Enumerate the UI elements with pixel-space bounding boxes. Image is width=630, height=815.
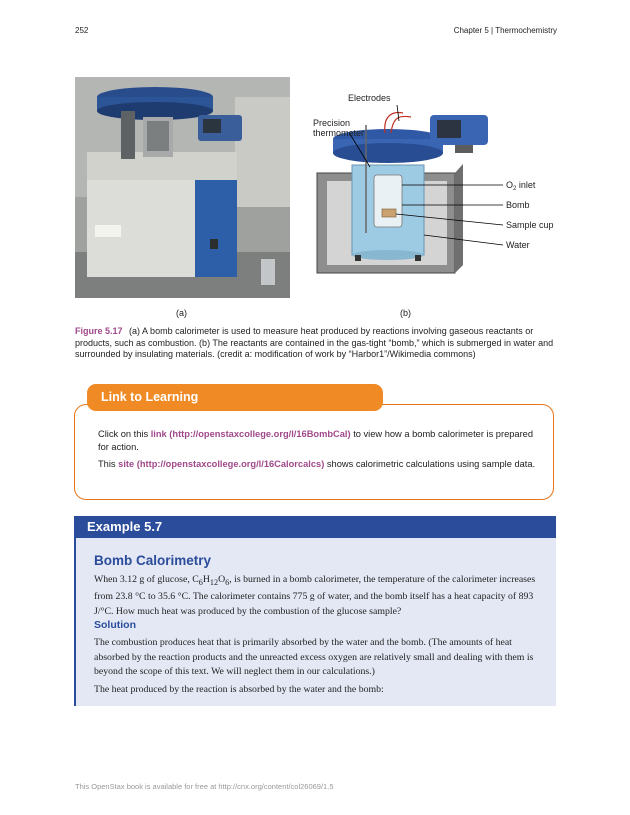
o2-main: O bbox=[506, 180, 514, 190]
subscript-6b: 6 bbox=[225, 577, 230, 587]
p1-before: Click on this bbox=[98, 429, 151, 439]
page-number: 252 bbox=[75, 26, 89, 35]
subscript-6: 6 bbox=[198, 577, 203, 587]
label-sample-cup: Sample cup bbox=[506, 220, 554, 230]
figure-caption-text: (a) A bomb calorimeter is used to measure heat produced by reactions involving gaseous reactants or products, such as combustion. (b) The reactants are contained in the gas-tight “bomb,” which is submerged in water and surrounded by insulating materials. (credit a: modification of work by “Harbor1”/Wikimedia commons) bbox=[75, 326, 554, 359]
solution-paragraph-1: The combustion produces heat that is primarily absorbed by the water and the bomb. (The amounts of heat absorbed by the reaction products and the unreacted excess oxygen are relatively small and dealing with them is beyond the scope of this text. We will neglect them in our calculations.) bbox=[94, 637, 534, 677]
subcaption-b: (b) bbox=[400, 308, 411, 318]
p2-after: shows calorimetric calculations using sample data. bbox=[324, 459, 536, 469]
link-to-learning-title: Link to Learning bbox=[87, 384, 383, 411]
label-bomb: Bomb bbox=[506, 200, 530, 210]
link-to-learning-paragraph-2 bbox=[98, 458, 538, 471]
o2-rest: inlet bbox=[516, 180, 536, 190]
label-precision: Precision bbox=[313, 118, 351, 128]
calorimetric-calculations-link[interactable]: site (http://openstaxcollege.org/l/16Calorcalcs) bbox=[118, 459, 325, 469]
link-to-learning-paragraph-1 bbox=[98, 428, 538, 453]
label-water: Water bbox=[506, 240, 530, 250]
p2-before: This bbox=[98, 459, 119, 469]
example-problem bbox=[94, 573, 537, 619]
figure-label: Figure 5.17 bbox=[75, 326, 123, 336]
page-footer: This OpenStax book is available for free at http://cnx.org/content/col26069/1.5 bbox=[75, 782, 334, 791]
example-title: Bomb Calorimetry bbox=[94, 553, 212, 568]
solution-heading: Solution bbox=[94, 619, 136, 631]
subscript-12: 12 bbox=[209, 577, 219, 587]
problem-part-2: , is burned in a bomb calorimeter, the temperature of the calorimeter increases from 23.8 °C to 35.6 °C. The calorimeter contains 775 g of water, and the bomb itself has a heat capacity of 893 J/°C. How much heat was produced by the combustion of the glucose sample? bbox=[94, 574, 536, 617]
label-electrodes: Electrodes bbox=[348, 93, 391, 103]
label-thermometer: thermometer bbox=[313, 128, 365, 138]
subcaption-a: (a) bbox=[176, 308, 187, 318]
solution-paragraph-2: The heat produced by the reaction is absorbed by the water and the bomb: bbox=[94, 684, 384, 695]
example-header: Example 5.7 bbox=[74, 516, 556, 538]
bomb-calorimeter-photo bbox=[75, 77, 290, 298]
o2-sub: 2 bbox=[513, 186, 517, 192]
problem-part-1: When 3.12 g of glucose, C bbox=[94, 574, 199, 585]
problem-h: H bbox=[202, 574, 210, 585]
p1-after: to view how a bomb calorimeter is prepared for action. bbox=[98, 429, 534, 452]
bomb-calorimeter-diagram bbox=[305, 85, 565, 295]
bomb-calorimeter-link[interactable]: link (http://openstaxcollege.org/l/16BombCal) bbox=[150, 429, 351, 439]
chapter-header: Chapter 5 | Thermochemistry bbox=[453, 26, 557, 35]
problem-o: O bbox=[218, 574, 226, 585]
label-o2-inlet bbox=[506, 180, 536, 192]
figure-caption bbox=[75, 326, 555, 361]
